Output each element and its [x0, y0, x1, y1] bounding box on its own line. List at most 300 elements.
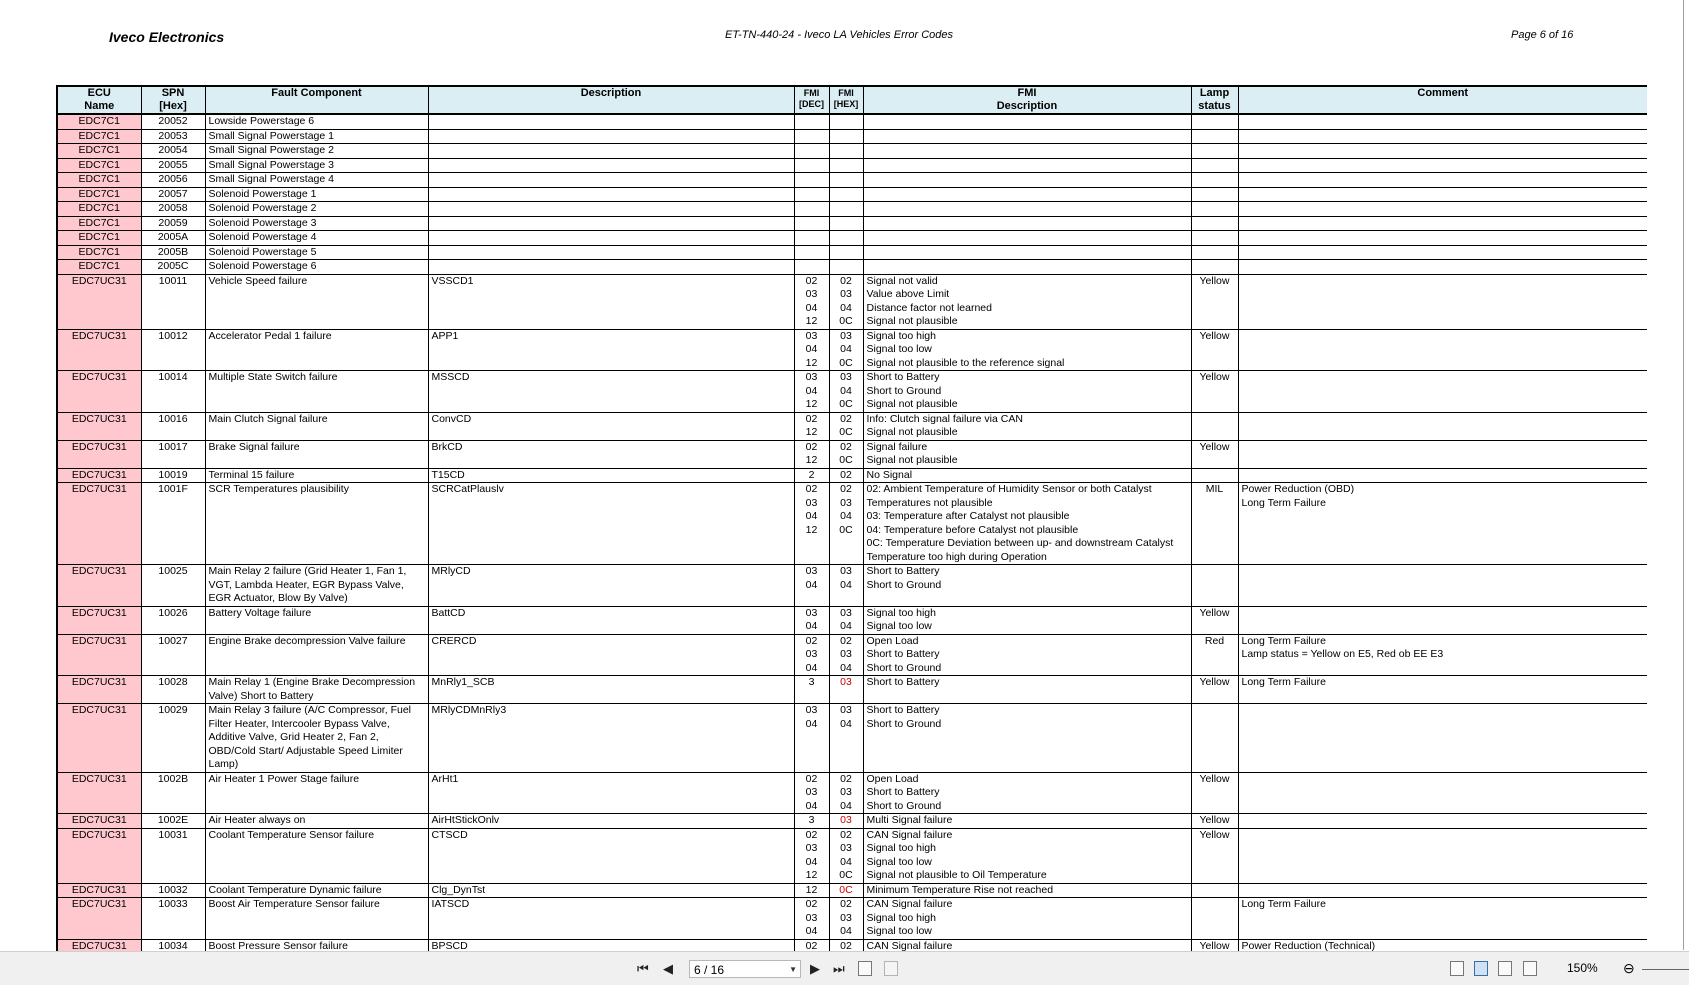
- cell-description: ArHt1: [428, 772, 794, 814]
- cell-comment: [1238, 260, 1647, 275]
- cell-lamp-status: [1191, 565, 1238, 607]
- cell-comment: [1238, 772, 1647, 814]
- cell-lamp-status: Yellow: [1191, 329, 1238, 371]
- cell-line: 03: [805, 606, 818, 619]
- cell-fmi-hex: [829, 129, 863, 144]
- cell-comment: [1238, 158, 1647, 173]
- cell-ecu-name: EDC7UC31: [57, 898, 141, 940]
- cell-line: 03: [840, 288, 852, 300]
- cell-line: 2: [808, 468, 815, 481]
- cell-line: Solenoid Powerstage 4: [208, 231, 317, 243]
- table-row: [57, 772, 1647, 814]
- cell-fmi-dec: [794, 704, 829, 773]
- cell-comment: [1238, 173, 1647, 188]
- cell-fault-component: [205, 468, 428, 483]
- cell-fault-component: [205, 173, 428, 188]
- cell-lamp-status: Red: [1191, 634, 1238, 676]
- chevron-down-icon: ▼: [789, 965, 797, 974]
- cell-line: Boost Pressure Sensor failure: [208, 939, 348, 951]
- cell-fmi-dec: [794, 412, 829, 440]
- cell-line: Coolant Temperature Sensor failure: [208, 828, 375, 841]
- col-fmi-hex: FMI [HEX]: [829, 86, 863, 114]
- cell-fmi-dec: [794, 814, 829, 829]
- cell-line: 03: [840, 565, 852, 577]
- cell-fault-component: [205, 371, 428, 413]
- cell-lamp-status: [1191, 114, 1238, 129]
- table-row: [57, 173, 1647, 188]
- cell-fmi-description: [863, 412, 1191, 440]
- two-page-view-icon[interactable]: [1498, 961, 1512, 976]
- cell-fmi-description: [863, 828, 1191, 883]
- cell-fmi-dec: [794, 440, 829, 468]
- cell-line: 03: [805, 288, 818, 300]
- cell-fmi-hex: [829, 202, 863, 217]
- cell-description: [428, 216, 794, 231]
- cell-spn: 10031: [141, 828, 205, 883]
- cell-line: 3: [808, 676, 815, 688]
- page-label: Page 6 of 16: [1511, 29, 1574, 41]
- cell-line: 0C: [839, 869, 853, 881]
- cell-line: Engine Brake decompression Valve failure: [208, 634, 406, 647]
- cell-fmi-description: [863, 676, 1191, 704]
- cell-line: Terminal 15 failure: [208, 468, 295, 481]
- cell-ecu-name: EDC7C1: [57, 216, 141, 231]
- cell-ecu-name: EDC7UC31: [57, 814, 141, 829]
- cell-comment: [1238, 371, 1647, 413]
- cell-line: 04: [805, 510, 818, 522]
- cell-spn: 20059: [141, 216, 205, 231]
- cell-fmi-dec: [794, 828, 829, 883]
- cell-fmi-description: [863, 158, 1191, 173]
- cell-fmi-dec: [794, 260, 829, 275]
- cell-line: Open Load: [866, 634, 919, 647]
- cell-fmi-hex: [829, 939, 863, 951]
- cell-line: Signal not plausible: [866, 426, 958, 438]
- cell-fmi-hex: [829, 371, 863, 413]
- cell-line: 02: [805, 828, 818, 841]
- cell-ecu-name: EDC7C1: [57, 114, 141, 129]
- cell-fault-component: [205, 144, 428, 159]
- col-description: Description: [428, 86, 794, 114]
- cell-line: 12: [805, 315, 818, 327]
- next-page-icon[interactable]: ▶: [810, 961, 820, 976]
- table-row: [57, 939, 1647, 951]
- cell-line: 0C: [839, 398, 853, 410]
- cell-fault-component: [205, 260, 428, 275]
- cell-description: MSSCD: [428, 371, 794, 413]
- cell-line: 03: [840, 606, 852, 619]
- cell-line: Power Reduction (Technical): [1241, 939, 1376, 951]
- cell-comment: [1238, 202, 1647, 217]
- table-row: [57, 468, 1647, 483]
- cell-line: Signal too high: [866, 842, 936, 854]
- table-row: [57, 828, 1647, 883]
- cell-line: Signal too low: [866, 620, 932, 632]
- cell-fmi-hex: [829, 260, 863, 275]
- book-view-icon[interactable]: [1523, 961, 1537, 976]
- cell-line: 03: [805, 911, 818, 924]
- cell-line: Short to Battery: [866, 648, 940, 660]
- cell-lamp-status: [1191, 704, 1238, 773]
- cell-ecu-name: EDC7UC31: [57, 412, 141, 440]
- cell-ecu-name: EDC7C1: [57, 245, 141, 260]
- cell-fmi-dec: [794, 231, 829, 246]
- cell-line: 04: [840, 510, 852, 522]
- cell-spn: 20055: [141, 158, 205, 173]
- cell-fmi-hex: [829, 898, 863, 940]
- cell-fmi-dec: [794, 216, 829, 231]
- cell-ecu-name: EDC7UC31: [57, 440, 141, 468]
- cell-fmi-hex: [829, 274, 863, 329]
- zoom-slider[interactable]: [1642, 969, 1689, 970]
- cell-line: Signal too low: [866, 343, 932, 355]
- cell-spn: 2005A: [141, 231, 205, 246]
- cell-line: 02: [840, 483, 852, 495]
- cell-fmi-dec: [794, 114, 829, 129]
- table-row: [57, 144, 1647, 159]
- cell-line: 04: [840, 578, 852, 591]
- cell-line: Long Term Failure: [1241, 898, 1326, 910]
- cell-ecu-name: EDC7UC31: [57, 676, 141, 704]
- cell-line: CAN Signal failure: [866, 939, 953, 951]
- cell-line: 02: [805, 898, 818, 910]
- cell-fault-component: [205, 216, 428, 231]
- cell-line: 0C: Temperature Deviation between up- and downstream Catalyst: [866, 537, 1174, 549]
- cell-spn: 20056: [141, 173, 205, 188]
- cell-ecu-name: EDC7C1: [57, 144, 141, 159]
- table-row: [57, 634, 1647, 676]
- cell-description: [428, 158, 794, 173]
- cell-fmi-hex: [829, 158, 863, 173]
- cell-fmi-description: [863, 173, 1191, 188]
- cell-fmi-hex: [829, 468, 863, 483]
- cell-line: 12: [805, 454, 818, 466]
- cell-line: 02: [840, 274, 852, 287]
- cell-comment: [1238, 187, 1647, 202]
- cell-lamp-status: [1191, 231, 1238, 246]
- cell-fmi-description: [863, 274, 1191, 329]
- cell-line: 04: [840, 343, 852, 355]
- cell-spn: 20058: [141, 202, 205, 217]
- cell-spn: 10027: [141, 634, 205, 676]
- cell-description: MRlyCDMnRly3: [428, 704, 794, 773]
- cell-fmi-description: [863, 483, 1191, 565]
- cell-lamp-status: [1191, 412, 1238, 440]
- cell-ecu-name: EDC7UC31: [57, 704, 141, 773]
- cell-line: 03: [840, 814, 852, 826]
- scrollbar-edge[interactable]: [1683, 0, 1684, 950]
- continuous-view-icon[interactable]: [1474, 961, 1488, 976]
- cell-fmi-dec: [794, 202, 829, 217]
- cell-line: Long Term Failure: [1241, 634, 1326, 647]
- cell-ecu-name: EDC7C1: [57, 187, 141, 202]
- cell-description: [428, 231, 794, 246]
- cell-comment: [1238, 216, 1647, 231]
- cell-fault-component: [205, 814, 428, 829]
- cell-fmi-description: [863, 939, 1191, 951]
- cell-line: Lamp status = Yellow on E5, Red ob EE E3: [1241, 648, 1444, 660]
- cell-description: ConvCD: [428, 412, 794, 440]
- cell-description: [428, 245, 794, 260]
- error-codes-table-wrap: [56, 85, 1647, 951]
- cell-lamp-status: [1191, 898, 1238, 940]
- cell-description: BattCD: [428, 606, 794, 634]
- cell-line: Solenoid Powerstage 2: [208, 202, 317, 214]
- cell-fault-component: [205, 704, 428, 773]
- zoom-level[interactable]: 150%: [1567, 961, 1598, 975]
- cell-fmi-dec: [794, 274, 829, 329]
- cell-comment: [1238, 245, 1647, 260]
- copy-icon[interactable]: [858, 961, 872, 976]
- cell-lamp-status: Yellow: [1191, 814, 1238, 829]
- cell-line: Signal not valid: [866, 274, 938, 287]
- cell-ecu-name: EDC7UC31: [57, 468, 141, 483]
- cell-fmi-description: [863, 245, 1191, 260]
- table-row: [57, 245, 1647, 260]
- cell-line: Short to Ground: [866, 578, 942, 591]
- cell-line: Main Relay 3 failure (A/C Compressor, Fuel: [208, 704, 411, 716]
- cell-description: APP1: [428, 329, 794, 371]
- cell-fault-component: [205, 828, 428, 883]
- cell-line: Short to Ground: [866, 661, 942, 674]
- cell-fault-component: [205, 565, 428, 607]
- cell-line: Small Signal Powerstage 4: [208, 173, 334, 185]
- cell-comment: [1238, 814, 1647, 829]
- table-row: [57, 814, 1647, 829]
- zoom-out-icon[interactable]: ⊖: [1623, 960, 1635, 976]
- cell-spn: 10026: [141, 606, 205, 634]
- cell-line: Accelerator Pedal 1 failure: [208, 329, 332, 342]
- cell-description: Clg_DynTst: [428, 883, 794, 898]
- cell-fmi-dec: [794, 329, 829, 371]
- cell-ecu-name: EDC7UC31: [57, 483, 141, 565]
- cell-line: Solenoid Powerstage 3: [208, 216, 317, 229]
- cell-ecu-name: EDC7C1: [57, 202, 141, 217]
- cell-line: Boost Air Temperature Sensor failure: [208, 898, 380, 910]
- cell-fmi-dec: [794, 883, 829, 898]
- error-codes-table: [56, 85, 1647, 951]
- cell-line: Short to Battery: [866, 676, 940, 688]
- cell-line: Solenoid Powerstage 5: [208, 245, 317, 258]
- cell-fmi-description: [863, 883, 1191, 898]
- cell-comment: [1238, 898, 1647, 940]
- cell-fmi-description: [863, 898, 1191, 940]
- cell-comment: [1238, 939, 1647, 951]
- cell-lamp-status: [1191, 129, 1238, 144]
- cell-line: Multiple State Switch failure: [208, 371, 338, 383]
- cell-comment: [1238, 440, 1647, 468]
- cell-line: 04: [840, 925, 852, 937]
- cell-fault-component: [205, 412, 428, 440]
- cell-line: 02: [805, 412, 818, 425]
- page-number-select[interactable]: [689, 960, 801, 978]
- cell-line: 04: [840, 717, 852, 730]
- table-row: [57, 158, 1647, 173]
- cell-line: Battery Voltage failure: [208, 606, 312, 619]
- single-page-view-icon[interactable]: [1450, 961, 1464, 976]
- cell-fmi-hex: [829, 483, 863, 565]
- cell-comment: [1238, 883, 1647, 898]
- cell-fmi-dec: [794, 245, 829, 260]
- cell-line: 0C: [839, 523, 853, 536]
- cell-line: 03: [840, 371, 852, 383]
- cell-line: Temperatures not plausible: [866, 496, 993, 509]
- table-row: [57, 187, 1647, 202]
- col-comment: Comment: [1238, 86, 1647, 114]
- cell-fault-component: [205, 231, 428, 246]
- cell-line: 04: [840, 661, 852, 674]
- cell-description: SCRCatPlauslv: [428, 483, 794, 565]
- cell-line: SCR Temperatures plausibility: [208, 483, 349, 495]
- cell-description: [428, 202, 794, 217]
- cell-line: Long Term Failure: [1241, 496, 1326, 509]
- cell-description: AirHtStickOnlv: [428, 814, 794, 829]
- cell-line: 03: [805, 371, 818, 383]
- cell-spn: 10014: [141, 371, 205, 413]
- cell-fmi-description: [863, 187, 1191, 202]
- cell-ecu-name: EDC7C1: [57, 158, 141, 173]
- cell-line: Signal too high: [866, 606, 936, 619]
- table-row: [57, 606, 1647, 634]
- cell-lamp-status: [1191, 144, 1238, 159]
- cell-fmi-hex: [829, 440, 863, 468]
- cell-lamp-status: [1191, 260, 1238, 275]
- cell-fmi-hex: [829, 883, 863, 898]
- cell-spn: 10034: [141, 939, 205, 951]
- cell-fmi-hex: [829, 114, 863, 129]
- cell-ecu-name: EDC7C1: [57, 231, 141, 246]
- cell-fmi-description: [863, 606, 1191, 634]
- cell-lamp-status: [1191, 245, 1238, 260]
- cell-lamp-status: [1191, 883, 1238, 898]
- cell-spn: 10017: [141, 440, 205, 468]
- cell-line: 02: [805, 939, 818, 951]
- cell-fault-component: [205, 676, 428, 704]
- cell-fmi-dec: [794, 371, 829, 413]
- cell-spn: 20052: [141, 114, 205, 129]
- cell-line: 12: [805, 869, 818, 881]
- cell-fault-component: [205, 898, 428, 940]
- cell-line: 02: [840, 412, 852, 425]
- cell-line: 04: [805, 855, 818, 868]
- cell-line: Lamp): [208, 758, 239, 770]
- cell-comment: [1238, 828, 1647, 883]
- cell-fmi-hex: [829, 676, 863, 704]
- cell-fault-component: [205, 606, 428, 634]
- cell-fault-component: [205, 329, 428, 371]
- cell-fmi-hex: [829, 814, 863, 829]
- cell-line: 04: [805, 384, 818, 397]
- cell-lamp-status: MIL: [1191, 483, 1238, 565]
- prev-page-icon[interactable]: ◀: [663, 961, 673, 976]
- cell-line: 03: [840, 704, 852, 716]
- company-name: Iveco Electronics: [109, 29, 225, 45]
- cell-fmi-hex: [829, 606, 863, 634]
- page-header: [0, 0, 1680, 80]
- cell-lamp-status: [1191, 158, 1238, 173]
- cell-line: 02: [840, 939, 852, 951]
- cell-line: 03: [805, 496, 818, 509]
- cell-fmi-description: [863, 216, 1191, 231]
- cell-line: Short to Battery: [866, 704, 940, 716]
- cell-line: Lowside Powerstage 6: [208, 115, 315, 127]
- page-number-value: 6 / 16: [694, 963, 725, 977]
- cell-line: Short to Ground: [866, 384, 942, 397]
- cell-lamp-status: Yellow: [1191, 440, 1238, 468]
- cell-ecu-name: EDC7C1: [57, 260, 141, 275]
- cell-ecu-name: EDC7UC31: [57, 329, 141, 371]
- cell-comment: [1238, 129, 1647, 144]
- cell-fmi-dec: [794, 898, 829, 940]
- cell-line: Open Load: [866, 772, 919, 785]
- cell-line: Short to Ground: [866, 799, 942, 812]
- cell-description: VSSCD1: [428, 274, 794, 329]
- cell-line: VGT, Lambda Heater, EGR Bypass Valve,: [208, 578, 404, 591]
- cell-fault-component: [205, 634, 428, 676]
- cell-line: 02: [840, 898, 852, 910]
- cell-spn: 1002B: [141, 772, 205, 814]
- cell-line: Temperature too high during Operation: [866, 550, 1047, 563]
- cell-comment: [1238, 274, 1647, 329]
- cell-fmi-description: [863, 144, 1191, 159]
- cell-line: Signal too low: [866, 855, 932, 868]
- cell-line: Short to Battery: [866, 786, 940, 798]
- cell-fault-component: [205, 158, 428, 173]
- cell-description: [428, 144, 794, 159]
- cell-spn: 20054: [141, 144, 205, 159]
- cell-line: 04: [805, 717, 818, 730]
- cell-description: IATSCD: [428, 898, 794, 940]
- last-page-icon[interactable]: ⏭: [833, 961, 845, 976]
- cell-line: 03: [840, 496, 852, 509]
- cell-spn: 20053: [141, 129, 205, 144]
- cell-fault-component: [205, 883, 428, 898]
- cell-line: Long Term Failure: [1241, 676, 1326, 688]
- paste-icon[interactable]: [884, 961, 898, 976]
- cell-ecu-name: EDC7UC31: [57, 939, 141, 951]
- table-row: [57, 704, 1647, 773]
- cell-description: BPSCD: [428, 939, 794, 951]
- cell-comment: [1238, 468, 1647, 483]
- cell-fmi-dec: [794, 565, 829, 607]
- cell-line: Brake Signal failure: [208, 440, 300, 453]
- first-page-icon[interactable]: ⏮: [637, 961, 649, 976]
- cell-line: Signal too low: [866, 925, 932, 937]
- table-row: [57, 412, 1647, 440]
- cell-lamp-status: Yellow: [1191, 371, 1238, 413]
- viewer-toolbar: [0, 951, 1689, 985]
- cell-comment: [1238, 144, 1647, 159]
- cell-ecu-name: EDC7UC31: [57, 274, 141, 329]
- cell-lamp-status: Yellow: [1191, 606, 1238, 634]
- cell-ecu-name: EDC7UC31: [57, 565, 141, 607]
- cell-description: CTSCD: [428, 828, 794, 883]
- cell-fmi-description: [863, 565, 1191, 607]
- cell-line: 0C: [839, 426, 853, 438]
- cell-fault-component: [205, 274, 428, 329]
- cell-line: 04: [840, 301, 852, 314]
- cell-line: Signal not plausible: [866, 454, 958, 466]
- cell-line: 02: [805, 440, 818, 453]
- cell-line: Valve) Short to Battery: [208, 689, 314, 702]
- table-row: [57, 329, 1647, 371]
- cell-spn: 10033: [141, 898, 205, 940]
- col-ecu-name: ECU Name: [57, 86, 141, 114]
- cell-line: Minimum Temperature Rise not reached: [866, 883, 1054, 896]
- cell-line: Short to Ground: [866, 717, 942, 730]
- table-row: [57, 216, 1647, 231]
- cell-spn: 2005C: [141, 260, 205, 275]
